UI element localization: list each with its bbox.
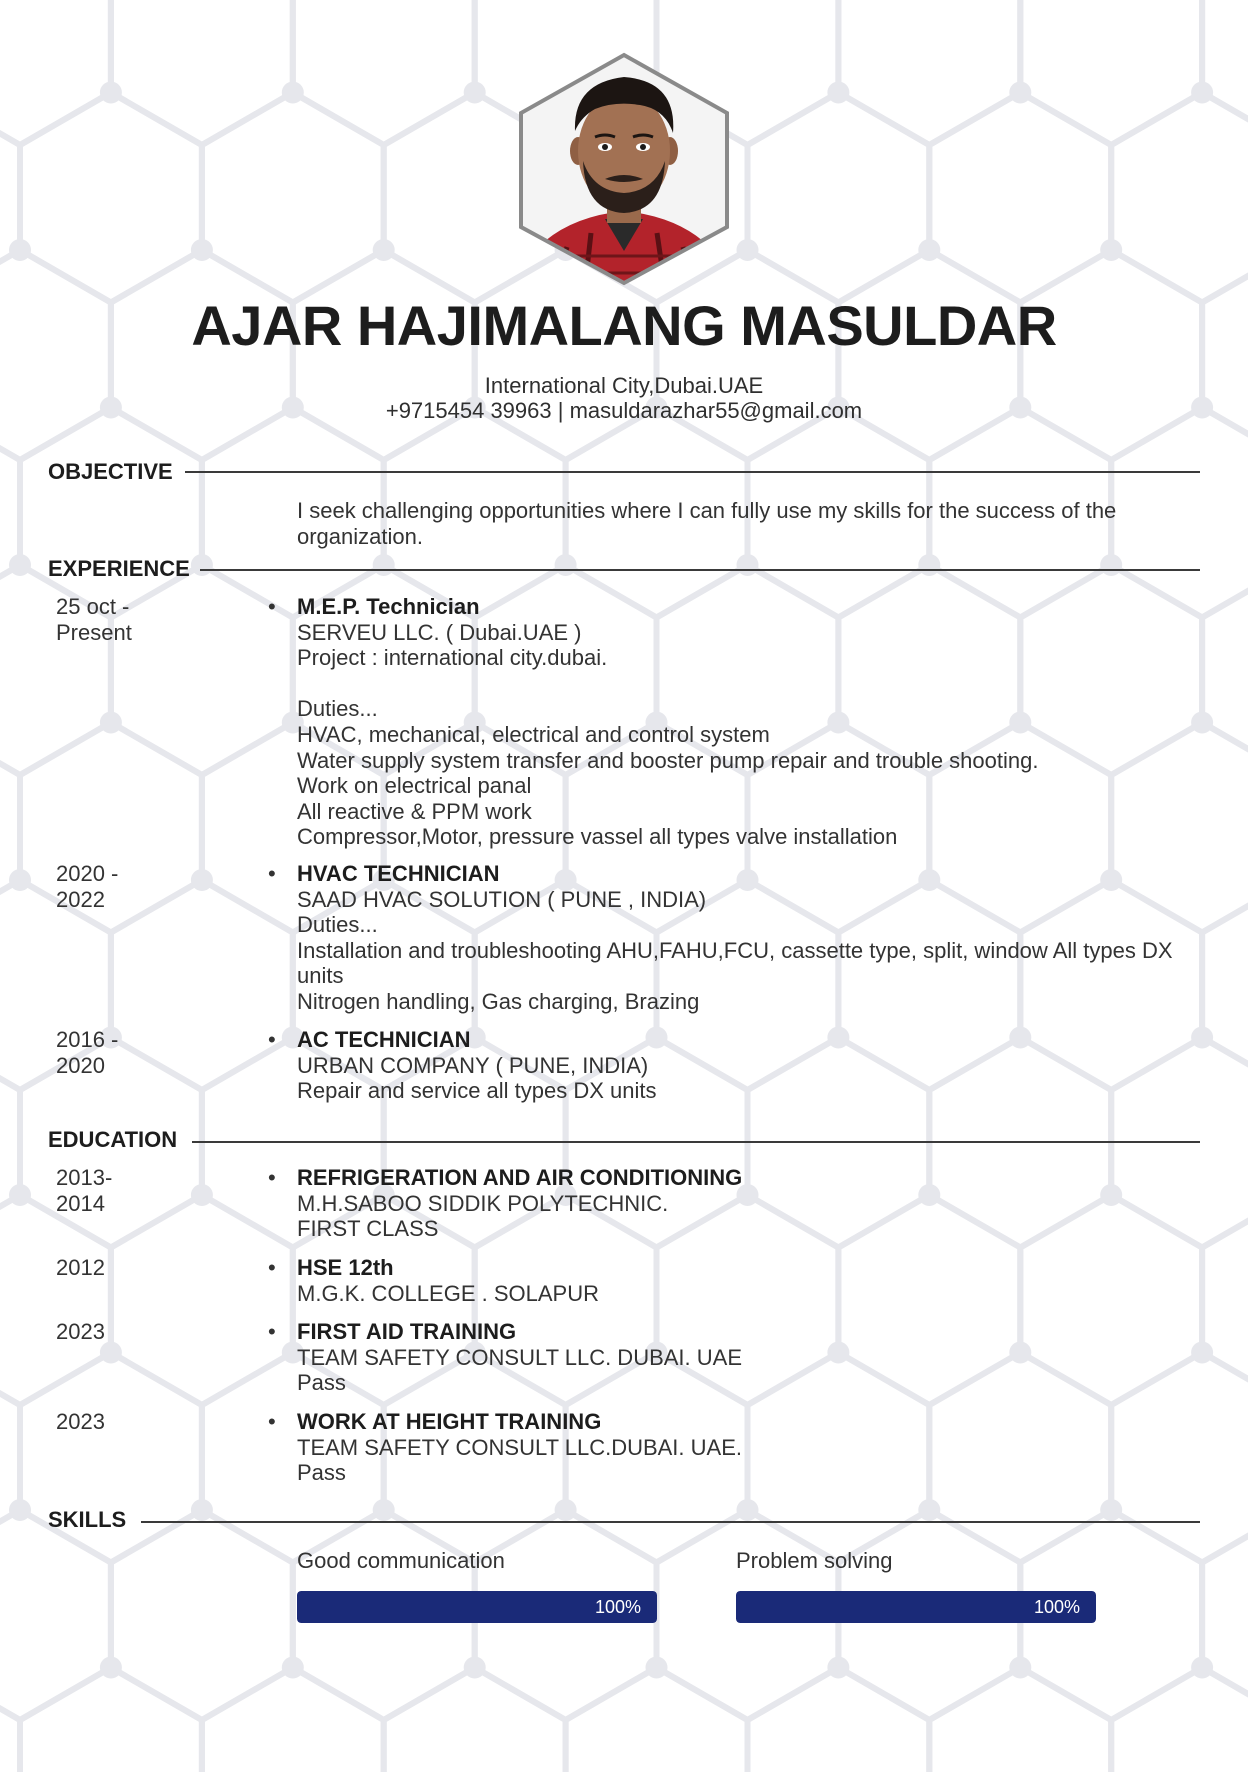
bullet-icon: • — [268, 861, 276, 886]
skill-progress-bar — [736, 1591, 1096, 1623]
experience-date: 25 oct - Present — [56, 594, 132, 645]
course-details: M.H.SABOO SIDDIK POLYTECHNIC. FIRST CLASS — [297, 1190, 669, 1242]
course-title: HSE 12th — [297, 1255, 394, 1280]
objective-heading: OBJECTIVE — [48, 459, 173, 484]
experience-entry — [297, 1027, 1197, 1104]
bullet-icon: • — [268, 1027, 276, 1052]
education-entry — [297, 1165, 1197, 1242]
education-entry — [297, 1255, 1197, 1306]
bullet-icon: • — [268, 1319, 276, 1344]
job-details: SAAD HVAC SOLUTION ( PUNE , INDIA) Duties... Installation and troubleshooting AHU,FAHU,FCU, cassette type, split, window All types DX units Nitrogen handling, Gas charging, Brazing — [297, 886, 1173, 1014]
skills-heading: SKILLS — [48, 1507, 127, 1532]
skills-divider — [141, 1521, 1200, 1523]
candidate-name: AJAR HAJIMALANG MASULDAR — [191, 294, 1057, 357]
course-details: TEAM SAFETY CONSULT LLC.DUBAI. UAE. Pass — [297, 1434, 742, 1486]
course-details: M.G.K. COLLEGE . SOLAPUR — [297, 1280, 599, 1306]
profile-photo — [515, 51, 733, 287]
job-details: URBAN COMPANY ( PUNE, INDIA) Repair and service all types DX units — [297, 1052, 657, 1104]
job-title: M.E.P. Technician — [297, 594, 480, 619]
experience-entry — [297, 861, 1197, 1015]
skill-name: Problem solving — [736, 1548, 893, 1573]
experience-date: 2016 - 2020 — [56, 1027, 119, 1078]
experience-entry — [297, 594, 1197, 850]
bullet-icon: • — [268, 1409, 276, 1434]
bullet-icon: • — [268, 1255, 276, 1280]
phone-email-line: +9715454 39963 | masuldarazhar55@gmail.com — [385, 398, 863, 423]
skill-progress-fill — [297, 1591, 657, 1623]
skill-progress-bar — [297, 1591, 657, 1623]
experience-heading: EXPERIENCE — [48, 556, 190, 581]
course-title: REFRIGERATION AND AIR CONDITIONING — [297, 1165, 743, 1190]
course-title: WORK AT HEIGHT TRAINING — [297, 1409, 602, 1434]
experience-divider — [200, 569, 1200, 571]
job-title: AC TECHNICIAN — [297, 1027, 471, 1052]
education-date: 2012 — [56, 1255, 105, 1280]
bullet-icon: • — [268, 1165, 276, 1190]
objective-text: I seek challenging opportunities where I can fully use my skills for the success of the organization. — [297, 498, 1117, 549]
experience-date: 2020 - 2022 — [56, 861, 119, 912]
skill-name: Good communication — [297, 1548, 505, 1573]
job-details: SERVEU LLC. ( Dubai.UAE ) Project : international city.dubai. Duties... HVAC, mechanical, electrical and control system Water supply system transfer and booster pump repair and trouble shooting. Work on electrical panal All reactive & PPM work Compressor,Motor, pressure vassel all types valve installation — [297, 619, 1039, 850]
education-date: 2013- 2014 — [56, 1165, 113, 1216]
education-date: 2023 — [56, 1319, 105, 1344]
education-date: 2023 — [56, 1409, 105, 1434]
bullet-icon: • — [268, 594, 276, 619]
skill-progress-fill — [736, 1591, 1096, 1623]
education-entry — [297, 1319, 1197, 1396]
education-divider — [192, 1141, 1200, 1143]
skill-level-label: 100% — [594, 1597, 641, 1617]
objective-divider — [185, 471, 1200, 473]
address-line: International City,Dubai.UAE — [484, 373, 764, 398]
skill-level-label: 100% — [1033, 1597, 1080, 1617]
course-details: TEAM SAFETY CONSULT LLC. DUBAI. UAE Pass — [297, 1344, 742, 1396]
education-heading: EDUCATION — [48, 1127, 178, 1152]
course-title: FIRST AID TRAINING — [297, 1319, 517, 1344]
job-title: HVAC TECHNICIAN — [297, 861, 500, 886]
education-entry — [297, 1409, 1197, 1486]
